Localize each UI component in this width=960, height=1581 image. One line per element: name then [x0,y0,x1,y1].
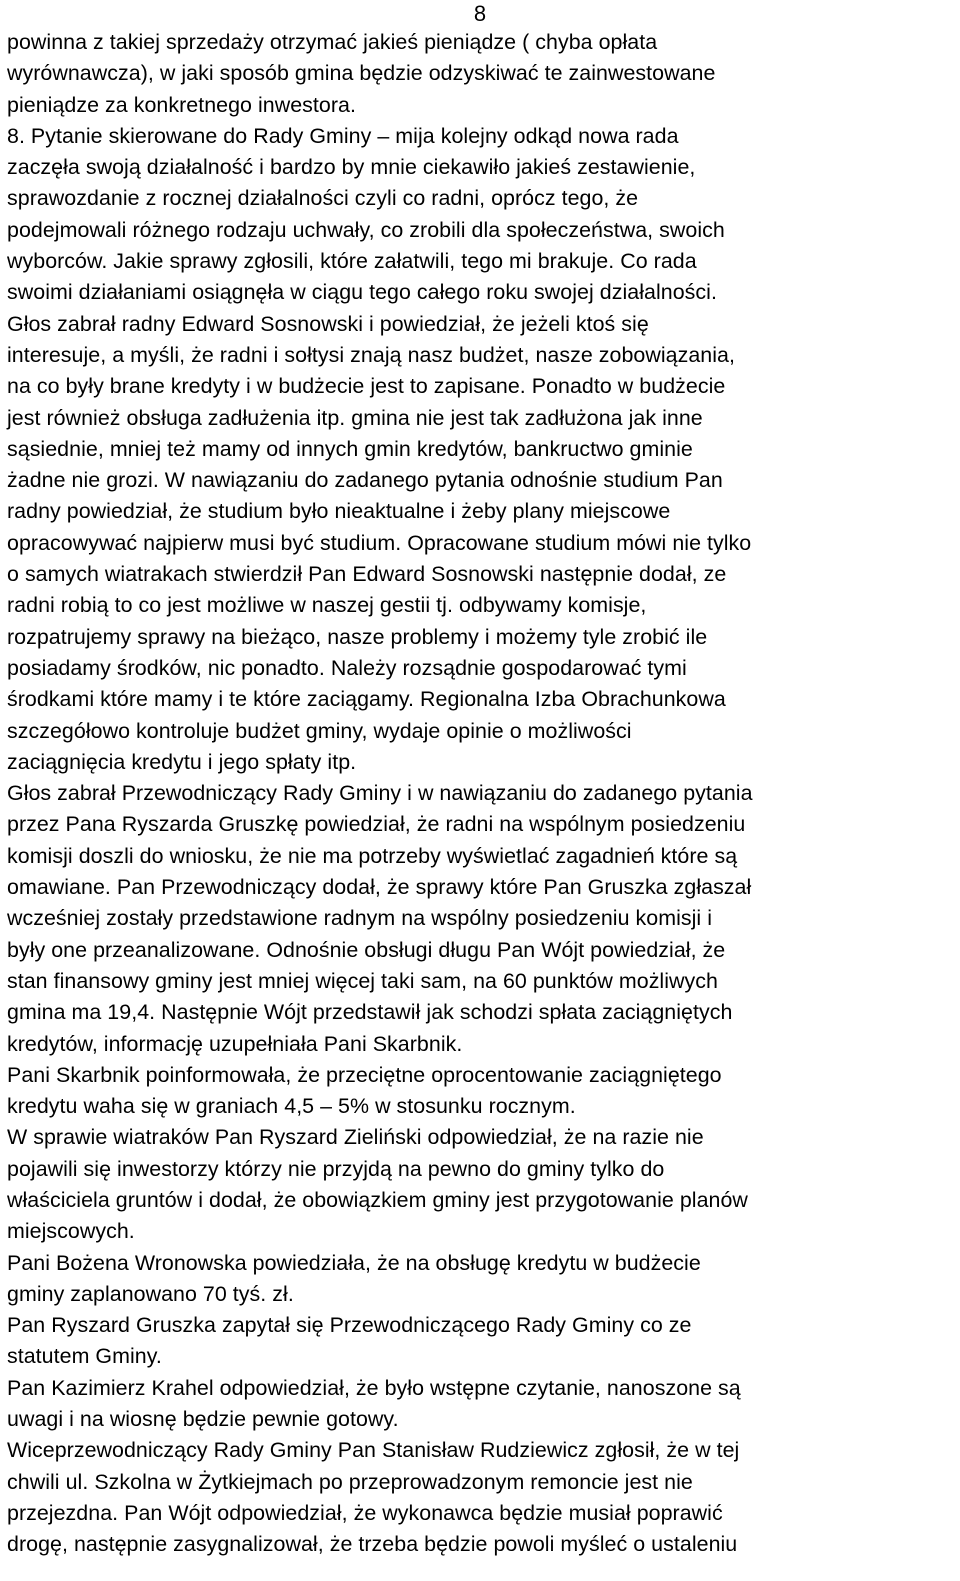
text-line: zaciągnięcia kredytu i jego spłaty itp. [7,749,357,774]
text-line: Głos zabrał Przewodniczący Rady Gminy i w nawiązaniu do zadanego pytania [7,781,753,806]
text-line: o samych wiatrakach stwierdził Pan Edward Sosnowski następnie dodał, ze [7,562,727,587]
text-line: zaczęła swoją działalność i bardzo by mnie ciekawiło jakieś zestawienie, [7,155,696,180]
text-line: gmina ma 19,4. Następnie Wójt przedstawił jak schodzi spłata zaciągniętych [7,1000,733,1025]
text-line: jest również obsługa zadłużenia itp. gmina nie jest tak zadłużona jak inne [7,405,703,430]
text-line: kredytów, informację uzupełniała Pani Skarbnik. [7,1031,463,1056]
text-line: uwagi i na wiosnę będzie pewnie gotowy. [7,1407,399,1432]
document-body [7,27,953,1561]
text-line: statutem Gminy. [7,1344,162,1369]
text-line: radni robią to co jest możliwe w naszej gestii tj. odbywamy komisje, [7,593,647,618]
text-line: pieniądze za konkretnego inwestora. [7,92,356,117]
text-line: omawiane. Pan Przewodniczący dodał, że sprawy które Pan Gruszka zgłaszał [7,875,752,900]
text-line: podejmowali różnego rodzaju uchwały, co zrobili dla społeczeństwa, swoich [7,217,725,242]
text-line: stan finansowy gminy jest mniej więcej taki sam, na 60 punktów możliwych [7,968,718,993]
text-line: Pan Ryszard Gruszka zapytał się Przewodniczącego Rady Gminy co ze [7,1313,692,1338]
text-line: Głos zabrał radny Edward Sosnowski i powiedział, że jeżeli ktoś się [7,311,649,336]
text-line: miejscowych. [7,1219,135,1244]
text-line: na co były brane kredyty i w budżecie jest to zapisane. Ponadto w budżecie [7,374,726,399]
text-line: szczegółowo kontroluje budżet gminy, wydaje opinie o możliwości [7,718,632,743]
text-line: interesuje, a myśli, że radni i sołtysi znają nasz budżet, nasze zobowiązania, [7,342,735,367]
page-number: 8 [473,1,487,26]
text-line: wcześniej zostały przedstawione radnym na wspólny posiedzeniu komisji i [7,906,713,931]
text-line: posiadamy środków, nic ponadto. Należy rozsądnie gospodarować tymi [7,655,687,680]
text-line: przejezdna. Pan Wójt odpowiedział, że wykonawca będzie musiał poprawić [7,1500,723,1525]
text-line: radny powiedział, że studium było nieaktualne i żeby plany miejscowe [7,499,671,524]
text-line: swoimi działaniami osiągnęła w ciągu tego całego roku swojej działalności. [7,280,717,305]
text-line: były one przeanalizowane. Odnośnie obsługi długu Pan Wójt powiedział, że [7,937,726,962]
text-line: opracowywać najpierw musi być studium. Opracowane studium mówi nie tylko [7,530,752,555]
text-line: gminy zaplanowano 70 tyś. zł. [7,1281,294,1306]
text-line: sąsiednie, mniej też mamy od innych gmin kredytów, bankructwo gminie [7,436,693,461]
text-line: środkami które mamy i te które zaciągamy. Regionalna Izba Obrachunkowa [7,687,726,712]
text-line: Wiceprzewodniczący Rady Gminy Pan Stanisław Rudziewicz zgłosił, że w tej [7,1438,740,1463]
text-line: kredytu waha się w graniach 4,5 – 5% w stosunku rocznym. [7,1094,576,1119]
text-line: chwili ul. Szkolna w Żytkiejmach po przeprowadzonym remoncie jest nie [7,1469,693,1494]
text-line: komisji doszli do wniosku, że nie ma potrzeby wyświetlać zagadnień które są [7,843,738,868]
text-line: drogę, następnie zasygnalizował, że trzeba będzie powoli myśleć o ustaleniu [7,1532,738,1557]
text-line: 8. Pytanie skierowane do Rady Gminy – mija kolejny odkąd nowa rada [7,123,679,148]
text-line: właściciela gruntów i dodał, że obowiązkiem gminy jest przygotowanie planów [7,1187,748,1212]
text-line: powinna z takiej sprzedaży otrzymać jakieś pieniądze ( chyba opłata [7,30,658,54]
text-line: Pani Bożena Wronowska powiedziała, że na obsługę kredytu w budżecie [7,1250,701,1275]
text-line: W sprawie wiatraków Pan Ryszard Zieliński odpowiedział, że na razie nie [7,1125,704,1150]
text-line: wyborców. Jakie sprawy zgłosili, które załatwili, tego mi brakuje. Co rada [7,249,697,274]
text-line: wyrównawcza), w jaki sposób gmina będzie odzyskiwać te zainwestowane [7,61,716,86]
text-line: Pani Skarbnik poinformowała, że przeciętne oprocentowanie zaciągniętego [7,1062,722,1087]
text-line: żadne nie grozi. W nawiązaniu do zadanego pytania odnośnie studium Pan [7,468,723,493]
text-line: pojawili się inwestorzy którzy nie przyjdą na pewno do gminy tylko do [7,1156,665,1181]
text-line: Pan Kazimierz Krahel odpowiedział, że było wstępne czytanie, nanoszone są [7,1375,741,1400]
text-line: przez Pana Ryszarda Gruszkę powiedział, że radni na wspólnym posiedzeniu [7,812,746,837]
text-line: sprawozdanie z rocznej działalności czyli co radni, oprócz tego, że [7,186,639,211]
text-line: rozpatrujemy sprawy na bieżąco, nasze problemy i możemy tyle zrobić ile [7,624,708,649]
